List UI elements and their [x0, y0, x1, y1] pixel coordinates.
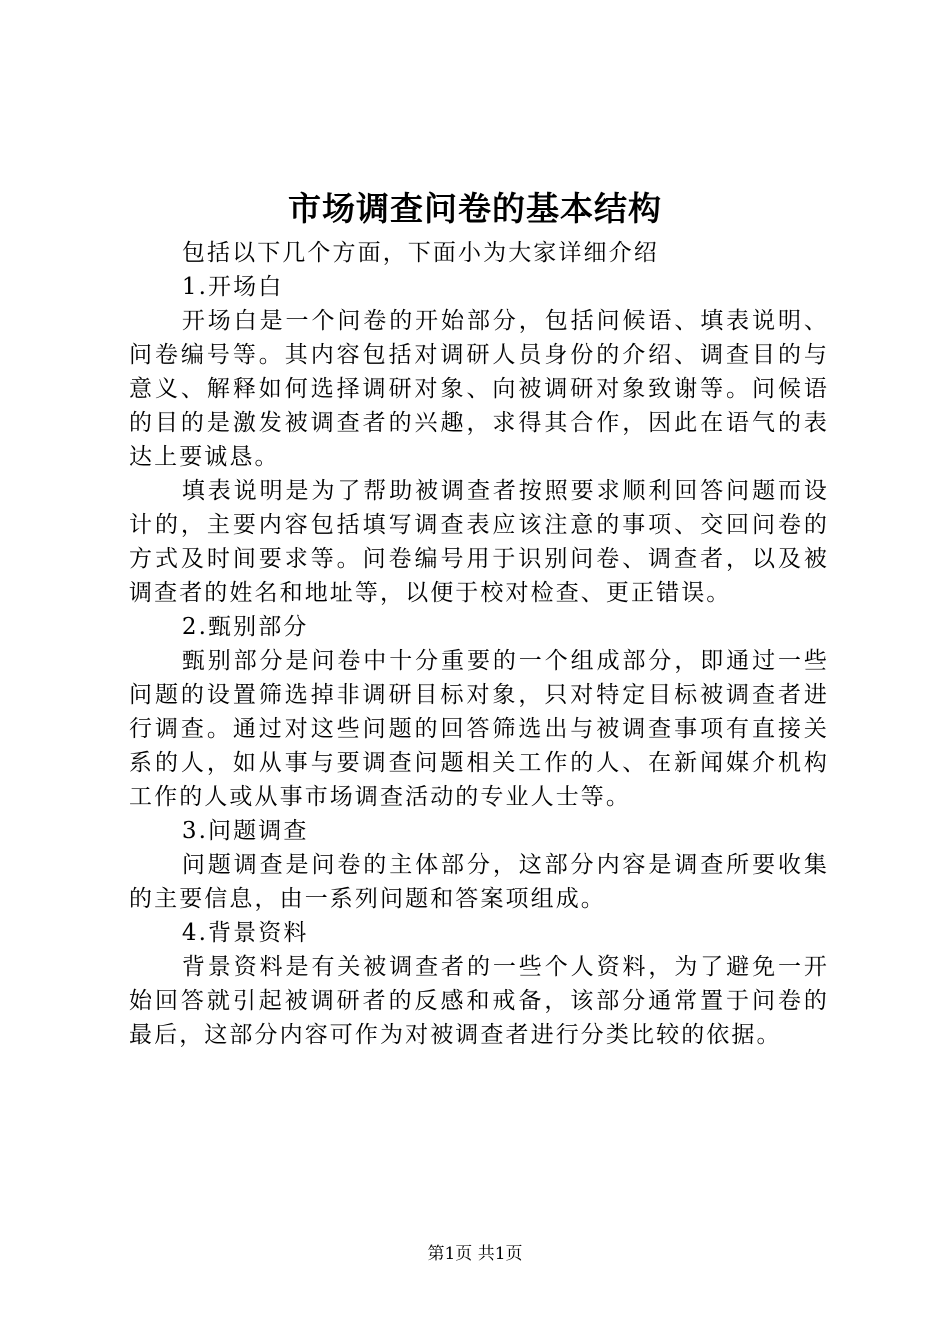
opening-paragraph: 开场白是一个问卷的开始部分，包括问候语、填表说明、问卷编号等。其内容包括对调研人员身份的介绍、调查目的与意义、解释如何选择调研对象、向被调研对象致谢等。问候语的目的是激发被调查者的兴趣，求得其合作，因此在语气的表达上要诚恳。	[129, 308, 829, 470]
questions-paragraph: 问题调查是问卷的主体部分，这部分内容是调查所要收集的主要信息，由一系列问题和答案项组成。	[129, 852, 829, 912]
section-heading-background: 4.背景资料	[181, 920, 309, 946]
section-heading-screening: 2.甄别部分	[181, 614, 309, 640]
page-footer: 第1页 共1页	[427, 1244, 523, 1264]
section-heading-questions: 3.问题调查	[181, 818, 309, 844]
document-title: 市场调查问卷的基本结构	[288, 189, 662, 228]
intro-paragraph: 包括以下几个方面，下面小为大家详细介绍	[181, 240, 659, 266]
screening-paragraph: 甄别部分是问卷中十分重要的一个组成部分，即通过一些问题的设置筛选掉非调研目标对象，只对特定目标被调查者进行调查。通过对这些问题的回答筛选出与被调查事项有直接关系的人，如从事与要调查问题相关工作的人、在新闻媒介机构工作的人或从事市场调查活动的专业人士等。	[129, 648, 829, 810]
instructions-paragraph: 填表说明是为了帮助被调查者按照要求顺利回答问题而设计的，主要内容包括填写调查表应该注意的事项、交回问卷的方式及时间要求等。问卷编号用于识别问卷、调查者，以及被调查者的姓名和地址等，以便于校对检查、更正错误。	[129, 478, 829, 606]
section-heading-opening: 1.开场白	[181, 274, 284, 300]
background-paragraph: 背景资料是有关被调查者的一些个人资料，为了避免一开始回答就引起被调研者的反感和戒备，该部分通常置于问卷的最后，这部分内容可作为对被调查者进行分类比较的依据。	[129, 954, 829, 1048]
document-body	[129, 236, 829, 1052]
